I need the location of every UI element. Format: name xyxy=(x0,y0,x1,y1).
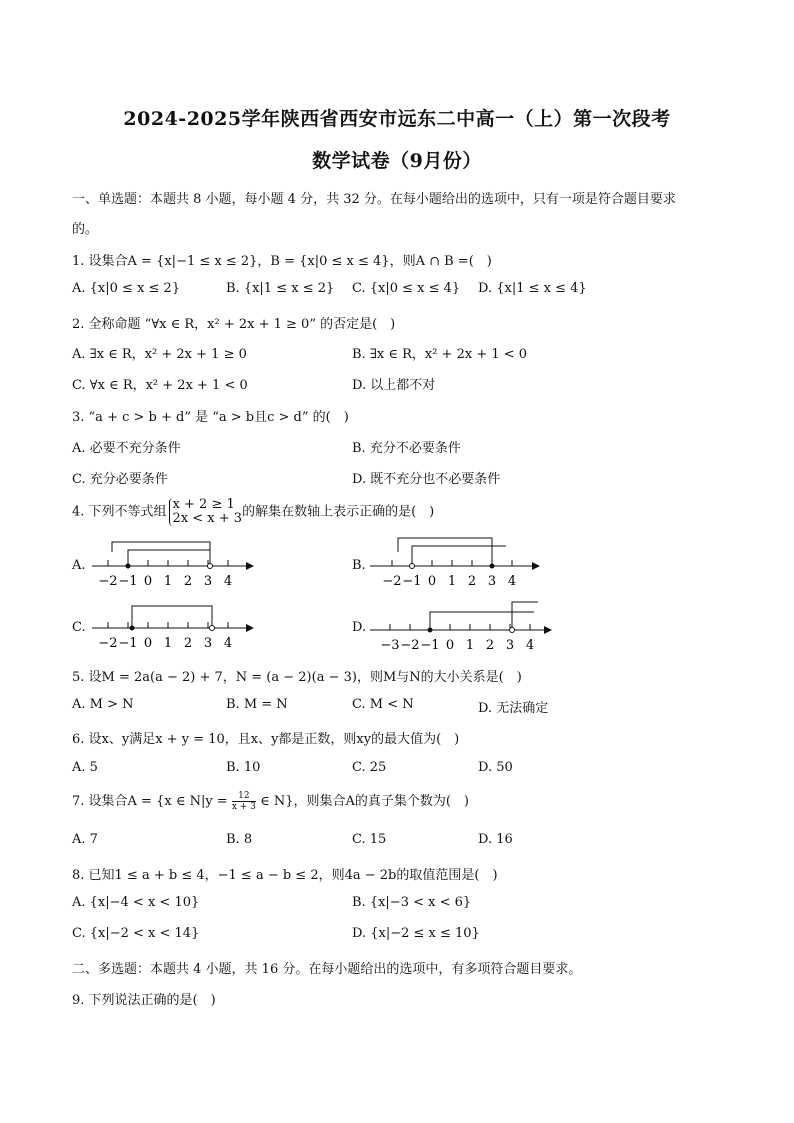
tick-label: 0 xyxy=(143,574,153,589)
q3-stem: 3. “a + c > b + d” 是 “a > b且c > d” 的( ) xyxy=(72,410,349,425)
q4-number-line-b xyxy=(366,532,546,590)
q6-stem: 6. 设x、y满足x + y = 10，且x、y都是正数，则xy的最大值为( ) xyxy=(72,732,460,747)
tick-label: −2 xyxy=(400,638,420,653)
tick-label: −2 xyxy=(98,574,118,589)
q9-stem: 9. 下列说法正确的是( ) xyxy=(72,993,216,1008)
q7-stem-post: ∈ N}，则集合A的真子集个数为( ) xyxy=(260,794,469,809)
q1-option-b: B. {x|1 ≤ x ≤ 2} xyxy=(226,281,335,296)
q1-stem: 1. 设集合A = {x|−1 ≤ x ≤ 2}，B = {x|0 ≤ x ≤ 4}，则A ∩ B =( ) xyxy=(72,254,492,269)
q3-option-b: B. 充分不必要条件 xyxy=(352,441,461,456)
tick-label: 2 xyxy=(183,574,193,589)
section1-intro-line1: 一、单选题：本题共 8 小题，每小题 4 分，共 32 分。在每小题给出的选项中，只有一项是符合题目要求 xyxy=(72,192,676,207)
tick-label: 4 xyxy=(507,574,517,589)
q4-option-b-label: B. xyxy=(352,558,366,573)
q6-option-d: D. 50 xyxy=(478,760,513,775)
exam-title-line2: 数学试卷（9月份） xyxy=(312,150,482,172)
q2-option-a: A. ∃x ∈ R，x² + 2x + 1 ≥ 0 xyxy=(72,347,247,362)
q8-option-a: A. {x|−4 < x < 10} xyxy=(72,895,200,910)
q4-option-d-label: D. xyxy=(352,620,367,635)
tick-label: 1 xyxy=(163,636,173,651)
q3-option-a: A. 必要不充分条件 xyxy=(72,441,181,456)
tick-label: 3 xyxy=(203,636,213,651)
q7-stem xyxy=(72,790,469,812)
tick-label: 0 xyxy=(427,574,437,589)
q7-option-a: A. 7 xyxy=(72,832,98,847)
q1-option-c: C. {x|0 ≤ x ≤ 4} xyxy=(352,281,461,296)
q7-stem-pre: 7. 设集合A = {x ∈ N|y = xyxy=(72,794,228,809)
tick-label: 0 xyxy=(445,638,455,653)
tick-label: 1 xyxy=(447,574,457,589)
tick-label: 1 xyxy=(465,638,475,653)
tick-label: 3 xyxy=(487,574,497,589)
q4-option-c-label: C. xyxy=(72,620,86,635)
tick-label: 2 xyxy=(485,638,495,653)
q5-option-a: A. M > N xyxy=(72,697,134,712)
q8-option-b: B. {x|−3 < x < 6} xyxy=(352,895,472,910)
tick-label: 2 xyxy=(183,636,193,651)
tick-label: 1 xyxy=(163,574,173,589)
q4-number-line-c xyxy=(88,600,260,652)
tick-label: −1 xyxy=(402,574,422,589)
section2-intro: 二、多选题：本题共 4 小题，共 16 分。在每小题给出的选项中，有多项符合题目要求。 xyxy=(72,962,582,977)
tick-label: 4 xyxy=(223,636,233,651)
q7-option-c: C. 15 xyxy=(352,832,387,847)
q8-stem: 8. 已知1 ≤ a + b ≤ 4，−1 ≤ a − b ≤ 2，则4a − 2b的取值范围是( ) xyxy=(72,868,498,883)
q3-option-d: D. 既不充分也不必要条件 xyxy=(352,472,501,487)
q2-option-d: D. 以上都不对 xyxy=(352,378,436,393)
q4-option-a-label: A. xyxy=(72,558,86,573)
q2-option-b: B. ∃x ∈ R，x² + 2x + 1 < 0 xyxy=(352,347,528,362)
tick-label: −1 xyxy=(118,574,138,589)
q8-option-d: D. {x|−2 ≤ x ≤ 10} xyxy=(352,926,480,941)
q4-number-line-a xyxy=(88,538,260,590)
q2-stem: 2. 全称命题 “∀x ∈ R，x² + 2x + 1 ≥ 0” 的否定是( ) xyxy=(72,317,396,332)
q8-option-c: C. {x|−2 < x < 14} xyxy=(72,926,200,941)
q6-option-a: A. 5 xyxy=(72,760,98,775)
q7-option-d: D. 16 xyxy=(478,832,513,847)
q4-stem-pre: 4. 下列不等式组 xyxy=(72,504,167,520)
q5-stem: 5. 设M = 2a(a − 2) + 7，N = (a − 2)(a − 3)，则M与N的大小关系是( ) xyxy=(72,670,522,685)
tick-label: 3 xyxy=(505,638,515,653)
q4-stem-post: 的解集在数轴上表示正确的是( ) xyxy=(242,504,435,520)
q4-stem xyxy=(72,498,434,526)
q6-option-c: C. 25 xyxy=(352,760,387,775)
tick-label: −2 xyxy=(382,574,402,589)
q4-inequality-1: x + 2 ≥ 1 xyxy=(172,497,235,512)
tick-label: 2 xyxy=(467,574,477,589)
q4-inequality-2: 2x < x + 3 xyxy=(172,511,243,526)
section1-intro-line2: 的。 xyxy=(72,222,99,237)
tick-label: 4 xyxy=(223,574,233,589)
q1-option-a: A. {x|0 ≤ x ≤ 2} xyxy=(72,281,181,296)
tick-label: −1 xyxy=(118,636,138,651)
q5-option-c: C. M < N xyxy=(352,697,414,712)
q4-number-line-d xyxy=(366,598,558,654)
tick-label: 0 xyxy=(143,636,153,651)
q4-inequality-system xyxy=(169,498,243,526)
tick-label: −2 xyxy=(98,636,118,651)
q7-fraction xyxy=(232,791,256,812)
q6-option-b: B. 10 xyxy=(226,760,261,775)
exam-title-line1: 2024-2025学年陕西省西安市远东二中高一（上）第一次段考 xyxy=(123,108,671,130)
q2-option-c: C. ∀x ∈ R，x² + 2x + 1 < 0 xyxy=(72,378,248,393)
q7-fraction-numerator: 12 xyxy=(232,791,256,802)
q5-option-b: B. M = N xyxy=(226,697,288,712)
q3-option-c: C. 充分必要条件 xyxy=(72,472,168,487)
tick-label: 3 xyxy=(203,574,213,589)
tick-label: 4 xyxy=(525,638,535,653)
q7-option-b: B. 8 xyxy=(226,832,253,847)
q7-fraction-denominator: x + 3 xyxy=(231,802,256,812)
q5-option-d: D. 无法确定 xyxy=(478,701,549,716)
q1-option-d: D. {x|1 ≤ x ≤ 4} xyxy=(478,281,587,296)
tick-label: −3 xyxy=(380,638,400,653)
tick-label: −1 xyxy=(420,638,440,653)
